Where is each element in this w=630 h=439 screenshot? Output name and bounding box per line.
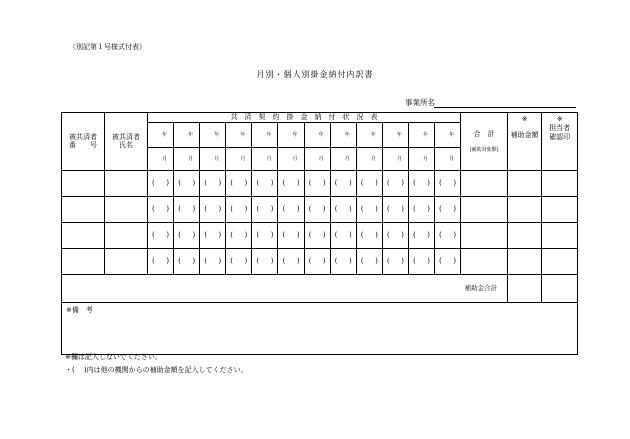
month-amount-cell[interactable]	[382, 248, 408, 274]
paren-right: )	[270, 178, 274, 187]
paren-left: (	[439, 178, 442, 187]
month-amount-cell[interactable]	[435, 222, 461, 248]
paren-left: (	[178, 230, 181, 239]
month-cell[interactable]	[435, 147, 461, 170]
other-subsidy-brackets	[174, 179, 199, 188]
year-label: 年	[344, 131, 350, 138]
other-subsidy-brackets	[331, 179, 356, 188]
other-subsidy-brackets	[435, 257, 460, 266]
paren-left: (	[204, 204, 207, 213]
other-subsidy-brackets	[383, 205, 408, 214]
paren-left: (	[334, 178, 338, 187]
header-sublabel: (補助対象額)	[469, 146, 499, 153]
month-label: 月	[240, 155, 246, 162]
member-name-cell[interactable]	[105, 196, 148, 222]
other-subsidy-brackets	[252, 257, 277, 266]
paren-right: )	[218, 178, 222, 187]
month-amount-cell[interactable]	[148, 170, 174, 196]
document-title: 月別・個人別掛金納付内訳書	[256, 70, 374, 79]
year-label: 年	[318, 131, 324, 138]
other-subsidy-brackets	[278, 179, 303, 188]
paren-right: )	[244, 178, 248, 187]
year-cell[interactable]	[278, 122, 304, 147]
paren-left: (	[204, 230, 207, 239]
subsidy-amount-cell[interactable]	[508, 196, 542, 222]
paren-right: )	[296, 178, 300, 187]
year-cell[interactable]	[408, 122, 434, 147]
other-subsidy-brackets	[357, 231, 382, 240]
paren-left: (	[334, 230, 338, 239]
header-label: 担当者	[549, 123, 571, 132]
total-header	[461, 113, 508, 171]
month-cell[interactable]	[200, 147, 226, 170]
other-subsidy-brackets	[226, 231, 251, 240]
paren-right: )	[453, 256, 457, 265]
paren-right: )	[166, 256, 170, 265]
month-amount-cell[interactable]	[200, 222, 226, 248]
year-cell[interactable]	[356, 122, 382, 147]
other-subsidy-brackets	[331, 257, 356, 266]
paren-right: )	[453, 230, 457, 239]
paren-left: (	[282, 204, 286, 213]
paren-left: (	[152, 230, 155, 239]
paren-left: (	[439, 256, 442, 265]
other-subsidy-brackets	[435, 231, 460, 240]
paren-right: )	[375, 256, 378, 265]
other-subsidy-brackets	[278, 205, 303, 214]
paren-left: (	[412, 256, 416, 265]
paren-right: )	[427, 178, 431, 187]
other-subsidy-brackets	[226, 179, 251, 188]
paren-left: (	[282, 256, 286, 265]
member-name-cell[interactable]	[105, 222, 148, 248]
month-amount-cell[interactable]	[148, 222, 174, 248]
paren-right: )	[244, 204, 248, 213]
contribution-table	[61, 112, 578, 355]
month-amount-cell[interactable]	[200, 170, 226, 196]
month-amount-cell[interactable]	[278, 196, 304, 222]
paren-left: (	[178, 178, 181, 187]
month-amount-cell[interactable]	[226, 222, 252, 248]
member-number-cell[interactable]	[62, 248, 105, 274]
month-cell[interactable]	[226, 147, 252, 170]
subsidy-total-row	[62, 274, 578, 302]
header-label: 氏名	[119, 141, 133, 150]
paren-left: (	[204, 178, 207, 187]
other-subsidy-brackets	[305, 179, 330, 188]
paren-right: )	[166, 230, 170, 239]
paren-left: (	[308, 204, 312, 213]
paren-left: (	[386, 230, 390, 239]
total-cell[interactable]	[461, 248, 508, 274]
year-label: 年	[370, 131, 376, 138]
year-label: 年	[423, 131, 429, 138]
other-subsidy-brackets	[148, 231, 173, 240]
subsidy-total-label-cell	[62, 274, 508, 302]
paren-left: (	[308, 230, 312, 239]
paren-right: )	[166, 204, 170, 213]
other-subsidy-brackets	[226, 205, 251, 214]
other-subsidy-brackets	[357, 205, 382, 214]
other-subsidy-brackets	[252, 205, 277, 214]
other-subsidy-brackets	[148, 179, 173, 188]
remarks-label: ※備 考	[66, 305, 93, 314]
other-subsidy-brackets	[278, 231, 303, 240]
other-subsidy-brackets	[357, 257, 382, 266]
year-cell[interactable]	[200, 122, 226, 147]
paren-right: )	[453, 178, 457, 187]
paren-left: (	[256, 178, 260, 187]
month-amount-cell[interactable]	[304, 222, 330, 248]
office-name-field[interactable]	[434, 107, 576, 108]
other-subsidy-brackets	[409, 179, 434, 188]
member-number-cell[interactable]	[62, 222, 105, 248]
month-cell[interactable]	[148, 147, 174, 170]
paren-left: (	[334, 204, 338, 213]
subsidy-total-label: 補助金合計	[464, 284, 498, 293]
month-amount-cell[interactable]	[200, 248, 226, 274]
month-label: 月	[188, 155, 194, 162]
month-amount-cell[interactable]	[330, 248, 356, 274]
paren-right: )	[244, 256, 248, 265]
member-number-cell[interactable]	[62, 196, 105, 222]
month-amount-cell[interactable]	[330, 170, 356, 196]
other-subsidy-brackets	[226, 257, 251, 266]
header-label: 共 済 契 約 掛 金 納 付 状 況 表	[230, 113, 378, 121]
paren-left: (	[412, 178, 416, 187]
year-cell[interactable]	[435, 122, 461, 147]
month-label: 月	[449, 155, 455, 162]
table-row	[62, 248, 578, 274]
year-cell[interactable]	[382, 122, 408, 147]
officer-total-cell	[542, 274, 578, 302]
paren-right: )	[244, 230, 248, 239]
month-label: 月	[318, 155, 324, 162]
month-amount-cell[interactable]	[408, 170, 434, 196]
other-subsidy-brackets	[305, 231, 330, 240]
remarks-row	[62, 302, 578, 354]
year-label: 年	[162, 131, 168, 138]
month-amount-cell[interactable]	[330, 222, 356, 248]
other-subsidy-brackets	[200, 257, 225, 266]
other-subsidy-brackets	[383, 231, 408, 240]
month-amount-cell[interactable]	[382, 222, 408, 248]
other-subsidy-brackets	[383, 179, 408, 188]
header-label: 被共済者	[69, 132, 97, 141]
paren-left: (	[334, 256, 338, 265]
office-name-label: 事業所名	[405, 98, 435, 107]
other-subsidy-brackets	[357, 179, 382, 188]
paren-left: (	[256, 256, 260, 265]
month-amount-cell[interactable]	[304, 248, 330, 274]
paren-right: )	[401, 178, 404, 187]
paren-right: )	[322, 204, 326, 213]
subsidy-amount-header	[508, 113, 542, 171]
paren-left: (	[152, 204, 155, 213]
month-amount-cell[interactable]	[435, 248, 461, 274]
paren-left: (	[230, 204, 234, 213]
paren-left: (	[230, 178, 234, 187]
officer-confirm-cell[interactable]	[542, 196, 578, 222]
paren-right: )	[322, 256, 326, 265]
month-amount-cell[interactable]	[226, 248, 252, 274]
paren-right: )	[218, 230, 222, 239]
paren-left: (	[360, 230, 364, 239]
month-cell[interactable]	[356, 147, 382, 170]
other-subsidy-brackets	[174, 205, 199, 214]
paren-left: (	[360, 256, 364, 265]
year-cell[interactable]	[252, 122, 278, 147]
month-amount-cell[interactable]	[252, 222, 278, 248]
paren-left: (	[178, 256, 181, 265]
paren-right: )	[375, 178, 378, 187]
year-cell[interactable]	[226, 122, 252, 147]
paren-right: )	[427, 256, 431, 265]
month-amount-cell[interactable]	[174, 170, 200, 196]
paren-left: (	[308, 178, 312, 187]
subsidy-amount-cell[interactable]	[508, 170, 542, 196]
officer-confirm-header	[542, 113, 578, 171]
year-cell[interactable]	[174, 122, 200, 147]
month-label: 月	[266, 155, 272, 162]
paren-right: )	[218, 204, 222, 213]
month-amount-cell[interactable]	[408, 222, 434, 248]
form-reference: （別記第１号様式付表）	[69, 43, 146, 51]
footnote: ※欄は記入しないでください。	[65, 353, 162, 361]
month-label: 月	[214, 155, 220, 162]
month-amount-cell[interactable]	[174, 196, 200, 222]
member-name-header	[105, 113, 148, 171]
paren-right: )	[270, 204, 274, 213]
subsidy-total-cell[interactable]	[508, 274, 542, 302]
other-subsidy-brackets	[409, 231, 434, 240]
paren-right: )	[192, 256, 196, 265]
year-label: 年	[292, 131, 298, 138]
subsidy-amount-cell[interactable]	[508, 222, 542, 248]
footnote: ・( )内は他の機関からの補助金額を記入してください。	[65, 366, 248, 374]
month-cell[interactable]	[382, 147, 408, 170]
month-amount-cell[interactable]	[435, 170, 461, 196]
paren-right: )	[401, 230, 404, 239]
mark-label: ※	[556, 115, 563, 123]
paren-left: (	[386, 178, 390, 187]
year-cell[interactable]	[148, 122, 174, 147]
month-cell[interactable]	[252, 147, 278, 170]
paren-left: (	[282, 230, 286, 239]
contract-status-header	[148, 113, 461, 123]
other-subsidy-brackets	[435, 205, 460, 214]
year-label: 年	[214, 131, 220, 138]
paren-right: )	[270, 256, 274, 265]
paren-left: (	[360, 204, 364, 213]
year-label: 年	[240, 131, 246, 138]
month-amount-cell[interactable]	[148, 248, 174, 274]
other-subsidy-brackets	[252, 231, 277, 240]
month-amount-cell[interactable]	[252, 196, 278, 222]
month-label: 月	[396, 155, 402, 162]
month-amount-cell[interactable]	[252, 170, 278, 196]
member-number-cell[interactable]	[62, 170, 105, 196]
year-label: 年	[188, 131, 194, 138]
month-amount-cell[interactable]	[356, 196, 382, 222]
year-label: 年	[449, 131, 455, 138]
paren-left: (	[308, 256, 312, 265]
month-amount-cell[interactable]	[278, 170, 304, 196]
member-name-cell[interactable]	[105, 170, 148, 196]
month-cell[interactable]	[278, 147, 304, 170]
header-label: 番 号	[69, 141, 97, 150]
paren-right: )	[375, 230, 378, 239]
paren-left: (	[360, 178, 364, 187]
paren-right: )	[192, 230, 196, 239]
other-subsidy-brackets	[278, 257, 303, 266]
month-label: 月	[162, 155, 168, 162]
officer-confirm-cell[interactable]	[542, 248, 578, 274]
paren-left: (	[412, 204, 416, 213]
paren-right: )	[218, 256, 222, 265]
table-row	[62, 170, 578, 196]
table-row	[62, 196, 578, 222]
header-label: 被共済者	[112, 132, 140, 141]
month-cell[interactable]	[174, 147, 200, 170]
other-subsidy-brackets	[435, 179, 460, 188]
month-amount-cell[interactable]	[174, 248, 200, 274]
other-subsidy-brackets	[252, 179, 277, 188]
paren-right: )	[427, 204, 431, 213]
paren-right: )	[349, 256, 352, 265]
paren-left: (	[439, 230, 442, 239]
month-cell[interactable]	[304, 147, 330, 170]
paren-right: )	[322, 178, 326, 187]
paren-right: )	[270, 230, 274, 239]
month-cell[interactable]	[330, 147, 356, 170]
header-label: 合 計	[473, 129, 495, 138]
month-amount-cell[interactable]	[356, 222, 382, 248]
paren-right: )	[349, 178, 352, 187]
member-number-header	[62, 113, 105, 171]
member-name-cell[interactable]	[105, 248, 148, 274]
other-subsidy-brackets	[148, 205, 173, 214]
month-amount-cell[interactable]	[278, 248, 304, 274]
month-amount-cell[interactable]	[435, 196, 461, 222]
paren-left: (	[152, 256, 155, 265]
other-subsidy-brackets	[383, 257, 408, 266]
officer-confirm-cell[interactable]	[542, 222, 578, 248]
month-amount-cell[interactable]	[252, 248, 278, 274]
month-amount-cell[interactable]	[226, 170, 252, 196]
header-label: 確認印	[549, 132, 571, 141]
paren-left: (	[282, 178, 286, 187]
paren-right: )	[453, 204, 457, 213]
subsidy-amount-cell[interactable]	[508, 248, 542, 274]
other-subsidy-brackets	[200, 205, 225, 214]
paren-left: (	[178, 204, 181, 213]
total-cell[interactable]	[461, 170, 508, 196]
table-row	[62, 222, 578, 248]
year-label: 年	[266, 131, 272, 138]
officer-confirm-cell[interactable]	[542, 170, 578, 196]
total-cell[interactable]	[461, 196, 508, 222]
month-amount-cell[interactable]	[408, 196, 434, 222]
month-label: 月	[370, 155, 376, 162]
other-subsidy-brackets	[409, 205, 434, 214]
paren-left: (	[230, 256, 234, 265]
month-amount-cell[interactable]	[408, 248, 434, 274]
month-amount-cell[interactable]	[304, 196, 330, 222]
month-amount-cell[interactable]	[382, 170, 408, 196]
header-row	[62, 113, 578, 123]
paren-left: (	[439, 204, 442, 213]
paren-left: (	[256, 204, 260, 213]
month-label: 月	[292, 155, 298, 162]
paren-left: (	[204, 256, 207, 265]
month-label: 月	[423, 155, 429, 162]
year-cell[interactable]	[330, 122, 356, 147]
paren-right: )	[349, 204, 352, 213]
other-subsidy-brackets	[331, 205, 356, 214]
paren-right: )	[296, 256, 300, 265]
paren-right: )	[375, 204, 378, 213]
paren-right: )	[349, 230, 352, 239]
other-subsidy-brackets	[305, 257, 330, 266]
paren-right: )	[296, 204, 300, 213]
header-label: 補助金額	[510, 130, 539, 139]
paren-left: (	[256, 230, 260, 239]
month-amount-cell[interactable]	[148, 196, 174, 222]
paren-right: )	[401, 256, 404, 265]
paren-right: )	[192, 204, 196, 213]
total-cell[interactable]	[461, 222, 508, 248]
month-label: 月	[344, 155, 350, 162]
month-amount-cell[interactable]	[330, 196, 356, 222]
month-amount-cell[interactable]	[174, 222, 200, 248]
month-cell[interactable]	[408, 147, 434, 170]
month-amount-cell[interactable]	[304, 170, 330, 196]
mark-label: ※	[521, 115, 528, 123]
month-amount-cell[interactable]	[200, 196, 226, 222]
other-subsidy-brackets	[305, 205, 330, 214]
paren-left: (	[386, 256, 390, 265]
month-amount-cell[interactable]	[356, 170, 382, 196]
other-subsidy-brackets	[409, 257, 434, 266]
other-subsidy-brackets	[174, 231, 199, 240]
other-subsidy-brackets	[200, 231, 225, 240]
year-cell[interactable]	[304, 122, 330, 147]
paren-right: )	[322, 230, 326, 239]
other-subsidy-brackets	[148, 257, 173, 266]
month-amount-cell[interactable]	[226, 196, 252, 222]
paren-right: )	[166, 178, 170, 187]
paren-right: )	[401, 204, 404, 213]
paren-right: )	[427, 230, 431, 239]
other-subsidy-brackets	[200, 179, 225, 188]
other-subsidy-brackets	[331, 231, 356, 240]
paren-left: (	[412, 230, 416, 239]
month-amount-cell[interactable]	[382, 196, 408, 222]
paren-left: (	[152, 178, 155, 187]
paren-left: (	[230, 230, 234, 239]
month-amount-cell[interactable]	[278, 222, 304, 248]
paren-left: (	[386, 204, 390, 213]
year-label: 年	[396, 131, 402, 138]
remarks-cell[interactable]	[62, 302, 578, 354]
paren-right: )	[296, 230, 300, 239]
paren-right: )	[192, 178, 196, 187]
other-subsidy-brackets	[174, 257, 199, 266]
month-amount-cell[interactable]	[356, 248, 382, 274]
